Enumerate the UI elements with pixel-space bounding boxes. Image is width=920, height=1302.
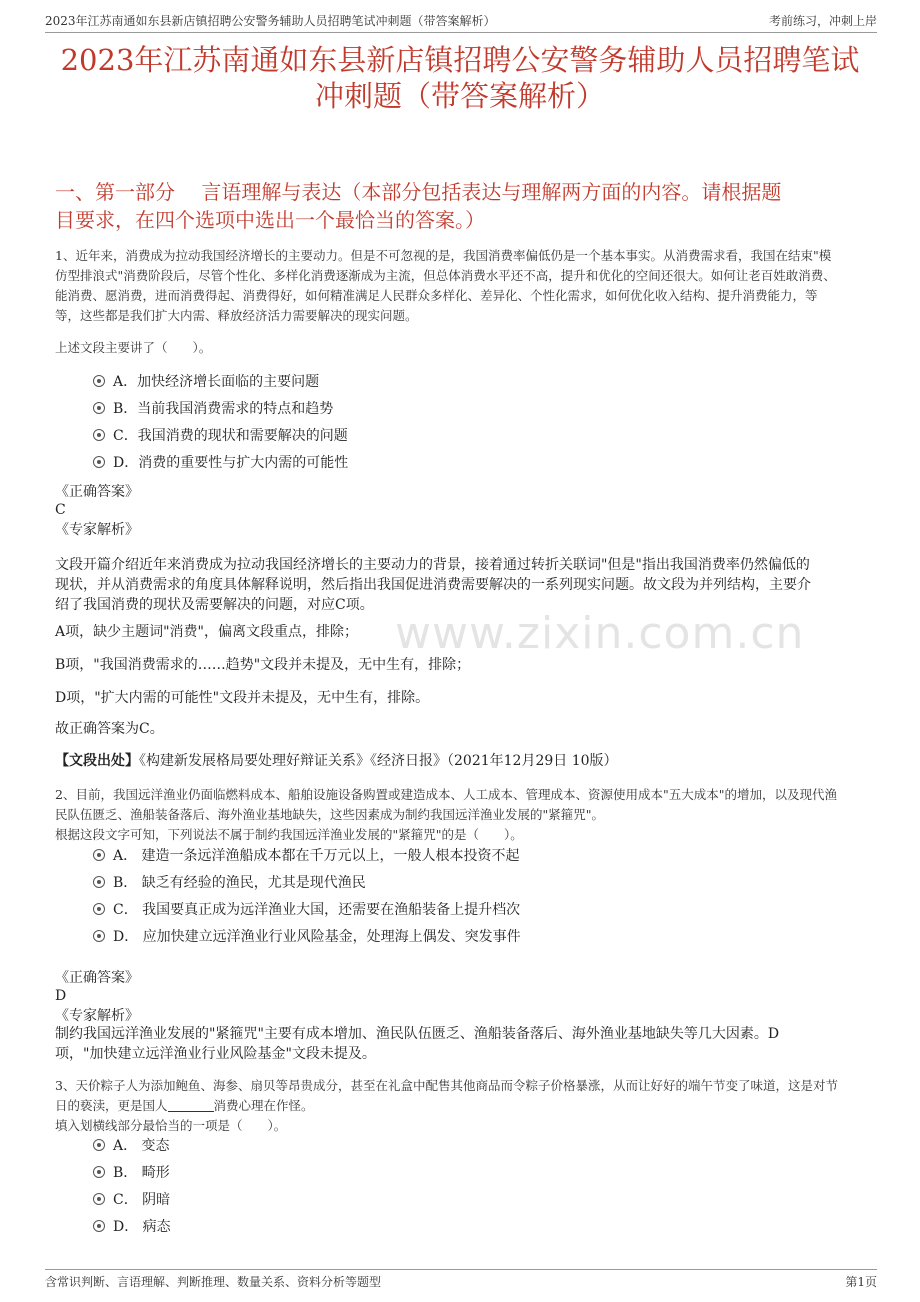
q2-answer-label: 《正确答案》 bbox=[55, 970, 139, 986]
q3-option-a[interactable] bbox=[93, 1136, 170, 1156]
radio-icon[interactable] bbox=[93, 402, 105, 414]
q3-stem-part: 消费心理在作怪。 bbox=[213, 1098, 314, 1113]
option-label: B． 畸形 bbox=[113, 1165, 170, 1181]
footer-note: 含常识判断、言语理解、判断推理、数量关系、资料分析等题型 bbox=[45, 1275, 382, 1289]
radio-icon[interactable] bbox=[93, 930, 105, 942]
radio-icon[interactable] bbox=[93, 375, 105, 387]
option-label: D．消费的重要性与扩大内需的可能性 bbox=[113, 455, 349, 471]
q2-analysis-line: 制约我国远洋渔业发展的"紧箍咒"主要有成本增加、渔民队伍匮乏、渔船装备落后、海外渔业基地缺失等几大因素。D bbox=[55, 1026, 780, 1042]
q3-option-d[interactable] bbox=[93, 1217, 171, 1237]
radio-icon[interactable] bbox=[93, 849, 105, 861]
fill-blank bbox=[168, 1099, 214, 1112]
option-label: A． 建造一条远洋渔船成本都在千万元以上，一般人根本投资不起 bbox=[113, 848, 520, 864]
radio-icon[interactable] bbox=[93, 456, 105, 468]
q2-option-b[interactable] bbox=[93, 873, 366, 893]
q1-question: 上述文段主要讲了（ ）。 bbox=[55, 340, 212, 355]
option-label: B． 缺乏有经验的渔民，尤其是现代渔民 bbox=[113, 875, 366, 891]
q2-option-c[interactable] bbox=[93, 900, 520, 920]
q1-source bbox=[55, 751, 863, 771]
q3-option-b[interactable] bbox=[93, 1163, 170, 1183]
q1-conclusion: 故正确答案为C。 bbox=[55, 721, 164, 737]
q1-analysis bbox=[55, 555, 863, 615]
option-label: C． 我国要真正成为远洋渔业大国，还需要在渔船装备上提升档次 bbox=[113, 902, 521, 918]
page-header bbox=[45, 12, 877, 33]
q1-answer-label: 《正确答案》 bbox=[55, 484, 139, 500]
q2-answer: D bbox=[55, 988, 67, 1004]
q1-analysis-line: 文段开篇介绍近年来消费成为拉动我国经济增长的主要动力的背景，接着通过转折关联词"但是"指出我国消费率仍然偏低的 bbox=[55, 557, 810, 573]
q1-stem-line: 等，这些都是我们扩大内需、释放经济活力需要解决的现实问题。 bbox=[55, 308, 418, 323]
radio-icon[interactable] bbox=[93, 1166, 105, 1178]
q3-question: 填入划横线部分最恰当的一项是（ ）。 bbox=[55, 1118, 287, 1133]
q2-stem-line: 根据这段文字可知，下列说法不属于制约我国远洋渔业发展的"紧箍咒"的是（ ）。 bbox=[55, 827, 523, 842]
q1-answer: C bbox=[55, 502, 66, 518]
option-label: C．我国消费的现状和需要解决的问题 bbox=[113, 428, 348, 444]
q1-option-b[interactable] bbox=[93, 399, 333, 419]
q2-stem-line: 2、目前，我国远洋渔业仍面临燃料成本、船舶设施设备购置或建造成本、人工成本、管理成本、资源使用成本"五大成本"的增加，以及现代渔 bbox=[55, 787, 837, 802]
q1-option-a[interactable] bbox=[93, 372, 319, 392]
q2-stem-line: 民队伍匮乏、渔船装备落后、海外渔业基地缺失，这些因素成为制约我国远洋渔业发展的"紧箍咒"。 bbox=[55, 807, 605, 822]
option-label: D． 应加快建立远洋渔业行业风险基金，处理海上偶发、突发事件 bbox=[113, 929, 521, 945]
q1-analysis-label: 《专家解析》 bbox=[55, 522, 139, 538]
radio-icon[interactable] bbox=[93, 903, 105, 915]
q1-option-c[interactable] bbox=[93, 426, 348, 446]
q2-option-d[interactable] bbox=[93, 927, 521, 947]
page-title bbox=[0, 42, 920, 114]
radio-icon[interactable] bbox=[93, 1193, 105, 1205]
section-heading-line-1: 一、第一部分 言语理解与表达（本部分包括表达与理解两方面的内容。请根据题 bbox=[55, 180, 782, 204]
q1-analysis-line: 绍了我国消费的现状及需要解决的问题，对应C项。 bbox=[55, 597, 374, 613]
source-text: 《构建新发展格局要处理好辩证关系》《经济日报》（2021年12月29日 10版） bbox=[139, 753, 618, 769]
q1-stem bbox=[55, 246, 870, 326]
page-number: 第1页 bbox=[845, 1275, 877, 1289]
option-label: A． 变态 bbox=[113, 1138, 170, 1154]
watermark: www.zixin.com.cn bbox=[395, 608, 805, 659]
q1-stem-line: 能消费、愿消费，进而消费得起、消费得好，如何精准满足人民群众多样化、差异化、个性化需求，如何优化收入结构、提升消费能力，等 bbox=[55, 288, 818, 303]
q3-stem-line: 3、天价粽子人为添加鲍鱼、海参、扇贝等昂贵成分，甚至在礼盒中配售其他商品而令粽子价格暴涨，从而让好好的端午节变了味道，这是对节 bbox=[55, 1078, 838, 1093]
q1-stem-line: 仿型排浪式"消费阶段后，尽管个性化、多样化消费逐渐成为主流，但总体消费水平还不高，提升和优化的空间还很大。如何让老百姓敢消费、 bbox=[55, 268, 836, 283]
q3-stem bbox=[55, 1076, 870, 1136]
radio-icon[interactable] bbox=[93, 876, 105, 888]
header-slogan: 考前练习，冲刺上岸 bbox=[768, 14, 877, 28]
section-heading-line-2: 目要求，在四个选项中选出一个最恰当的答案。） bbox=[55, 208, 485, 232]
title-line-2: 冲刺题（带答案解析） bbox=[314, 79, 605, 113]
radio-icon[interactable] bbox=[93, 429, 105, 441]
q2-option-a[interactable] bbox=[93, 846, 520, 866]
option-label: A．加快经济增长面临的主要问题 bbox=[113, 374, 320, 390]
q3-stem-part: 日的亵渎，更是国人 bbox=[55, 1098, 168, 1113]
q3-stem-line bbox=[55, 1096, 870, 1116]
source-label: 【文段出处】 bbox=[55, 753, 139, 769]
header-doc-title: 2023年江苏南通如东县新店镇招聘公安警务辅助人员招聘笔试冲刺题（带答案解析） bbox=[45, 14, 496, 28]
page-footer bbox=[45, 1269, 877, 1290]
q1-option-d[interactable] bbox=[93, 453, 348, 473]
option-label: C． 阴暗 bbox=[113, 1192, 171, 1208]
q1-item-d: D项，"扩大内需的可能性"文段并未提及，无中生有，排除。 bbox=[55, 690, 430, 706]
option-label: B．当前我国消费需求的特点和趋势 bbox=[113, 401, 334, 417]
option-label: D． 病态 bbox=[113, 1219, 171, 1235]
q2-analysis-label: 《专家解析》 bbox=[55, 1008, 139, 1024]
q1-item-b: B项，"我国消费需求的……趋势"文段并未提及，无中生有，排除； bbox=[55, 657, 471, 673]
q1-stem-line: 1、近年来，消费成为拉动我国经济增长的主要动力。但是不可忽视的是，我国消费率偏低仍是一个基本事实。从消费需求看，我国在结束"模 bbox=[55, 248, 832, 263]
q2-analysis-line: 项，"加快建立远洋渔业行业风险基金"文段未提及。 bbox=[55, 1046, 376, 1062]
section-heading bbox=[55, 178, 865, 234]
q3-option-c[interactable] bbox=[93, 1190, 170, 1210]
q2-stem bbox=[55, 785, 870, 845]
q1-analysis-line: 现状，并从消费需求的角度具体解释说明，然后指出我国促进消费需要解决的一系列现实问题。故文段为并列结构，主要介 bbox=[55, 577, 811, 593]
radio-icon[interactable] bbox=[93, 1220, 105, 1232]
radio-icon[interactable] bbox=[93, 1139, 105, 1151]
q2-analysis bbox=[55, 1024, 863, 1064]
title-line-1: 2023年江苏南通如东县新店镇招聘公安警务辅助人员招聘笔试 bbox=[60, 43, 860, 77]
q1-item-a: A项，缺少主题词"消费"，偏离文段重点，排除； bbox=[55, 624, 358, 640]
